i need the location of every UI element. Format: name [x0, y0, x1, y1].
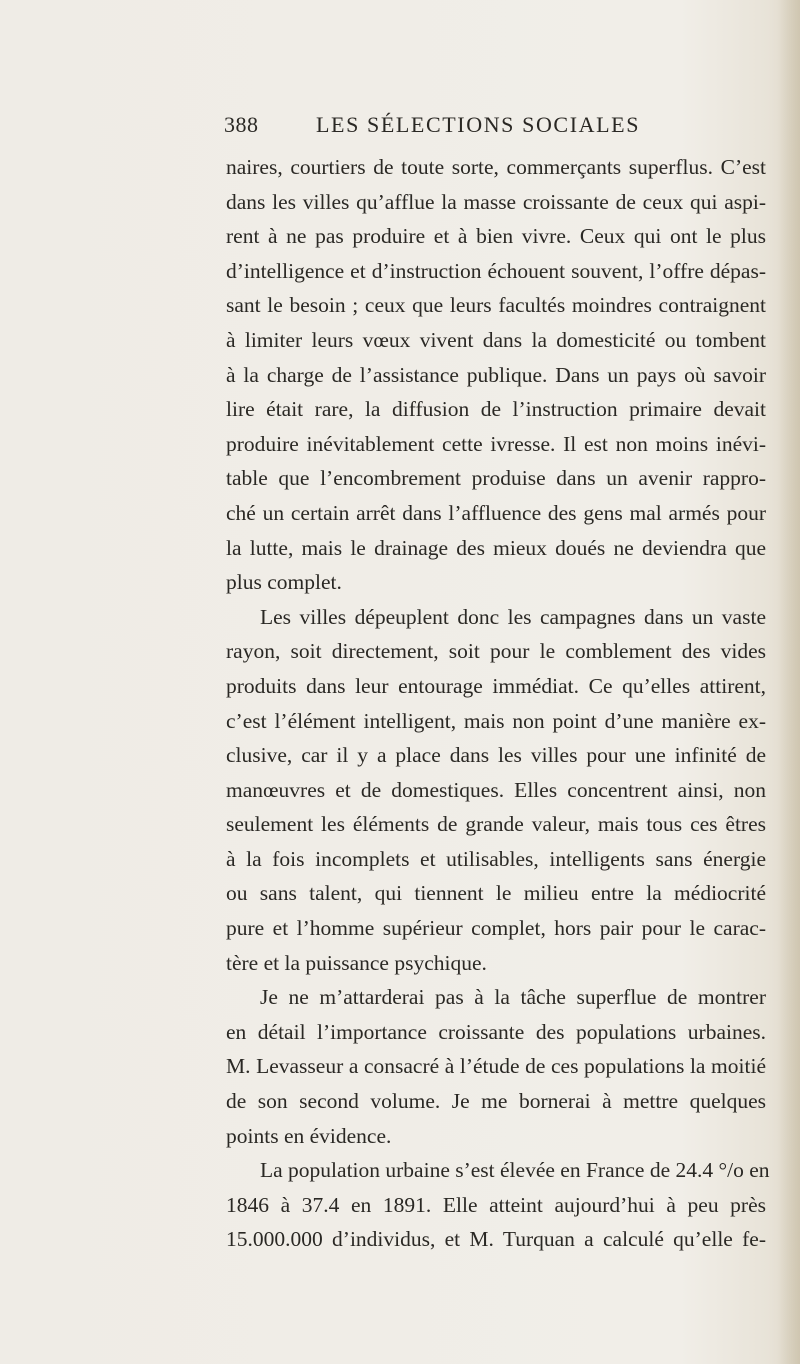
text-line: en détail l’importance croissante des populations urbaines. [226, 1019, 766, 1044]
text-line: produits dans leur entourage immédiat. Ce qu’elles attirent, [226, 673, 766, 698]
text-line: dans les villes qu’afflue la masse croissante de ceux qui aspi- [226, 189, 766, 214]
paragraph-start-line: La population urbaine s’est élevée en France de 24.4 °/o en [260, 1158, 770, 1183]
text-line: rent à ne pas produire et à bien vivre. Ceux qui ont le plus [226, 224, 766, 249]
text-line: sant le besoin ; ceux que leurs facultés moindres contraignent [226, 293, 766, 318]
text-line: à la charge de l’assistance publique. Dans un pays où savoir [226, 362, 766, 387]
text-line: 1846 à 37.4 en 1891. Elle atteint aujourd’hui à peu près [226, 1192, 766, 1217]
page-header [224, 112, 784, 142]
text-line: clusive, car il y a place dans les villes pour une infinité de [226, 743, 766, 768]
running-title: LES SÉLECTIONS SOCIALES [316, 112, 641, 137]
text-line: la lutte, mais le drainage des mieux doués ne deviendra que [226, 535, 766, 560]
text-line: seulement les éléments de grande valeur, mais tous ces êtres [226, 812, 766, 837]
text-line: à la fois incomplets et utilisables, intelligents sans énergie [226, 846, 766, 871]
page-number: 388 [224, 112, 259, 137]
text-line: ou sans talent, qui tiennent le milieu entre la médiocrité [226, 881, 766, 906]
text-line: à limiter leurs vœux vivent dans la domesticité ou tombent [226, 327, 766, 352]
body-text [226, 150, 770, 1257]
text-line: M. Levasseur a consacré à l’étude de ces populations la moitié [226, 1054, 766, 1079]
text-line: ché un certain arrêt dans l’affluence des gens mal armés pour [226, 500, 766, 525]
text-line: naires, courtiers de toute sorte, commerçants superflus. C’est [226, 155, 766, 179]
text-line: produire inévitablement cette ivresse. Il est non moins inévi- [226, 431, 766, 456]
text-line: de son second volume. Je me bornerai à mettre quelques [226, 1089, 766, 1114]
text-line: c’est l’élément intelligent, mais non point d’une manière ex- [226, 708, 766, 733]
paragraph-end-line: points en évidence. [226, 1123, 392, 1148]
text-line: pure et l’homme supérieur complet, hors pair pour le carac- [226, 916, 766, 941]
paragraph-end-line: plus complet. [226, 570, 342, 595]
paragraph-end-line: tère et la puissance psychique. [226, 950, 487, 975]
text-line: manœuvres et de domestiques. Elles concentrent ainsi, non [226, 777, 766, 802]
text-line: lire était rare, la diffusion de l’instruction primaire devait [226, 397, 766, 422]
text-line: d’intelligence et d’instruction échouent souvent, l’offre dépas- [226, 258, 766, 283]
text-line: table que l’encombrement produise dans un avenir rappro- [226, 466, 766, 491]
paragraph-start-line: Les villes dépeuplent donc les campagnes dans un vaste [260, 604, 766, 629]
text-line: 15.000.000 d’individus, et M. Turquan a calculé qu’elle fe- [226, 1227, 766, 1252]
text-line: rayon, soit directement, soit pour le comblement des vides [226, 639, 766, 664]
paragraph-start-line: Je ne m’attarderai pas à la tâche superflue de montrer [260, 985, 766, 1010]
page-edge-shadow [778, 0, 800, 1364]
